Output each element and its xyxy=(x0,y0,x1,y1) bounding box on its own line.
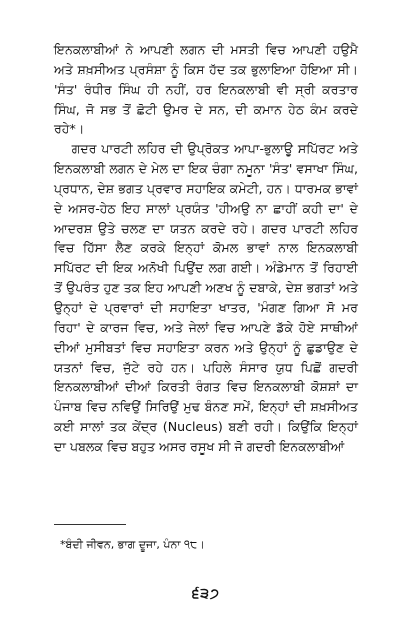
footnote-divider xyxy=(54,524,126,525)
footnote: *ਬੰਦੀ ਜੀਵਨ, ਭਾਗ ਦੂਜਾ, ਪੰਨਾ ੧੮। xyxy=(60,538,205,551)
paragraph-2: ਗਦਰ ਪਾਰਟੀ ਲਹਿਰ ਦੀ ਉਪ੍ਰੋਕਤ ਆਪਾ-ਭੁਲਾਊ ਸਪਿੱਰਟ ਅਤੇ ਇਨਕਲਾਬੀ ਲਗਨ ਦੇ ਮੇਲ ਦਾ ਇਕ ਚੰਗਾ ਨਮੂਨਾ 'ਸੰਤ' ਵਸਾਖਾ ਸਿੰਘ, ਪ੍ਰਧਾਨ, ਦੇਸ਼ ਭਗਤ ਪ੍ਰਵਾਰ ਸਹਾਇਕ ਕਮੇਟੀ, ਹਨ। ਧਾਰਮਕ ਭਾਵਾਂ ਦੇ ਅਸਰ-ਹੇਠ ਇਹ ਸਾਲਾਂ ਪ੍ਰਯੰਤ 'ਹੀਅਉ ਨਾ ਛਾਹੀਂ ਕਹੀ ਦਾ' ਦੇ ਆਦਰਸ਼ ਉਤੇ ਚਲਣ ਦਾ ਯਤਨ ਕਰਦੇ ਰਹੇ। ਗਦਰ ਪਾਰਟੀ ਲਹਿਰ ਵਿਚ ਹਿੱਸਾ ਲੈਣ ਕਰਕੇ ਇਨ੍ਹਾਂ ਕੋਮਲ ਭਾਵਾਂ ਨਾਲ ਇਨਕਲਾਬੀ ਸਪਿੱਰਟ ਦੀ ਇਕ ਅਨੋਖੀ ਪਿਉਂਦ ਲਗ ਗਈ। ਅੰਡੇਮਾਨ ਤੋਂ ਰਿਹਾਈ ਤੋਂ ਉਪਰੰਤ ਹੁਣ ਤਕ ਇਹ ਆਪਣੀ ਅਣਖ ਨੂੰ ਦਬਾਕੇ, ਦੇਸ਼ ਭਗਤਾਂ ਅਤੇ ਉਨ੍ਹਾਂ ਦੇ ਪ੍ਰਵਾਰਾਂ ਦੀ ਸਹਾਇਤਾ ਖਾਤਰ, 'ਮੰਗਣ ਗਿਆ ਸੋ ਮਰ ਰਿਹਾ' ਦੇ ਕਾਰਜ ਵਿਚ, ਅਤੇ ਜੇਲਾਂ ਵਿਚ ਆਪਣੇ ਡੱਕੇ ਹੋਏ ਸਾਥੀਆਂ ਦੀਆਂ ਮੁਸੀਬਤਾਂ ਵਿਚ ਸਹਾਇਤਾ ਕਰਨ ਅਤੇ ਉਨ੍ਹਾਂ ਨੂੰ ਛੁਡਾਉਣ ਦੇ ਯਤਨਾਂ ਵਿਚ, ਜੁੱਟੇ ਰਹੇ ਹਨ। ਪਹਿਲੇ ਸੰਸਾਰ ਯੁਧ ਪਿਛੋਂ ਗਦਰੀ ਇਨਕਲਾਬੀਆਂ ਦੀਆਂ ਕਿਰਤੀ ਰੰਗਤ ਵਿਚ ਇਨਕਲਾਬੀ ਕੋਸ਼ਸ਼ਾਂ ਦਾ ਪੰਜਾਬ ਵਿਚ ਨਵਿਉਂ ਸਿਰਿਉਂ ਮੁਢ ਬੰਨਣ ਸਮੇਂ, ਇਨ੍ਹਾਂ ਦੀ ਸ਼ਖ਼ਸੀਅਤ ਕਈ ਸਾਲਾਂ ਤਕ ਕੇਂਦ੍ਰ (Nucleus) ਬਣੀ ਰਹੀ। ਕਿਉਂਕਿ ਇਨ੍ਹਾਂ ਦਾ ਪਬਲਕ ਵਿਚ ਬਹੁਤ ਅਸਰ ਰਸੂਖ ਸੀ ਜੋ ਗਦਰੀ ਇਨਕਲਾਬੀਆਂ xyxy=(54,141,358,454)
page-number: ੬੩੭ xyxy=(192,586,220,602)
paragraph-1: ਇਨਕਲਾਬੀਆਂ ਨੇ ਆਪਣੀ ਲਗਨ ਦੀ ਮਸਤੀ ਵਿਚ ਆਪਣੀ ਹਉਮੈ ਅਤੇ ਸ਼ਖ਼ਸੀਅਤ ਪ੍ਰਸੰਸ਼ਾ ਨੂੰ ਕਿਸ ਹੱਦ ਤਕ ਭੁਲਾਇਆ ਹੋਇਆ ਸੀ। 'ਸੰਤ' ਰੰਧੀਰ ਸਿੰਘ ਹੀ ਨਹੀਂ, ਹਰ ਇਨਕਲਾਬੀ ਵੀ ਸ੍ਰੀ ਕਰਤਾਰ ਸਿੰਘ, ਜੋ ਸਭ ਤੋਂ ਛੋਟੀ ਉਮਰ ਦੇ ਸਨ, ਦੀ ਕਮਾਨ ਹੇਠ ਕੰਮ ਕਰਦੇ ਰਹੇ*। xyxy=(54,42,358,137)
body-text xyxy=(54,40,358,457)
